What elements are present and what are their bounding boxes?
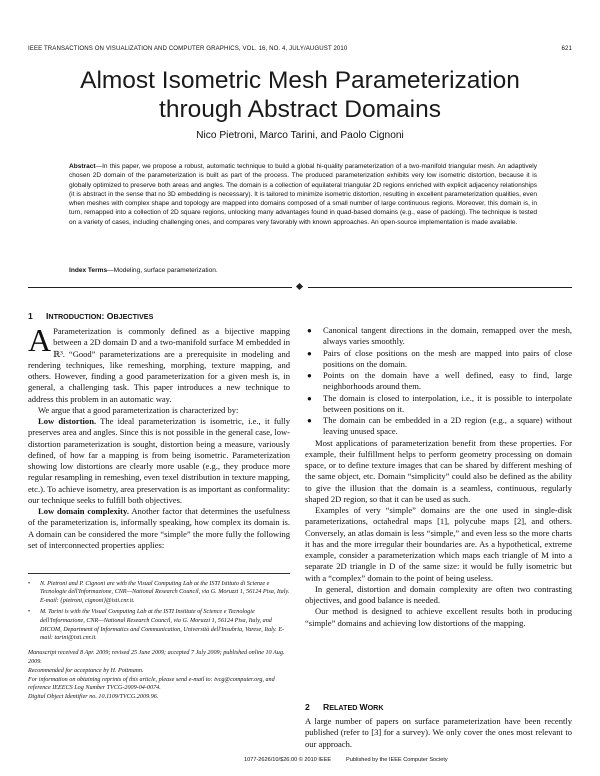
paragraph-related-work: A large number of papers on surface parameterization have been recently published (refer to [3] for a survey). We only cover the ones most relevant to our approach.	[305, 716, 572, 749]
list-item	[305, 370, 572, 393]
bullet-icon: ●	[307, 416, 312, 425]
left-column	[28, 322, 290, 551]
index-terms	[69, 267, 537, 274]
section-1-title-part-2: BJECTIVES	[113, 312, 154, 321]
paragraph-intro	[28, 322, 290, 405]
paragraph-low-distortion	[28, 416, 290, 506]
bullet-icon: ●	[307, 393, 312, 403]
section-1-title-initial-2: O	[106, 311, 114, 321]
index-terms-label: Index Terms	[69, 267, 108, 274]
title-line-2: through Abstract Domains	[159, 96, 441, 123]
paragraph-low-complexity	[28, 506, 290, 551]
low-distortion-label: Low distortion.	[38, 416, 97, 426]
abstract	[69, 162, 537, 227]
manuscript-dates: Manuscript received 8 Apr. 2009; revised 25 June 2009; accepted 7 July 2009; published online 10 Aug. 2009.	[28, 650, 285, 665]
section-2-title-part-2: ORK	[367, 703, 384, 712]
list-item	[305, 325, 572, 348]
paper-title	[28, 66, 572, 124]
section-2-heading	[305, 702, 384, 712]
list-item	[305, 415, 572, 438]
section-2-title-part-1: ELATED	[329, 703, 360, 712]
section-2-text	[305, 716, 572, 750]
footnote-affiliation-1-text: N. Pietroni and P. Cignoni are with the Visual Computing Lab at the ISTI Istituto di Scienze e Tecnologie dell'Informazione, CNR—National Research Council, via G. Moruzzi 1, 56124 Pisa, Italy. E-mail: {pietroni, cignoni}@isti.cnr.it.	[40, 580, 290, 605]
bullet-icon: •	[28, 580, 31, 587]
footnote-affiliation-2	[28, 608, 290, 643]
footnote-affiliation-2-text: M. Tarini is with the Visual Computing Lab at the ISTI Institute of Science e Tecnologie dell'Informazione, CNR—National Research Council, via G. Moruzzi 1, 56124 Pisa, Italy, and DICOM, Department of Informatics and Communication, Università dell'Insubria, Varese, Italy. E-mail: tarini@isti.cnr.it.	[40, 608, 285, 642]
low-complexity-text: Another factor that determines the usefulness of the parameterization is, informally speaking, how complex its domain is. A domain can be considered the more “simple” the more fully the following set of interconnected properties applies:	[28, 506, 290, 550]
bullet-icon: •	[28, 608, 31, 615]
reprints-info: For information on obtaining reprints of this article, please send e-mail to: tvcg@computer.org, and reference IEEECS Log Number TVCG-2009-04-0074.	[28, 676, 275, 692]
section-1-title-part-1: NTRODUCTION	[48, 312, 102, 321]
title-line-1: Almost Isometric Mesh Parameterization	[80, 67, 520, 94]
journal-info: IEEE TRANSACTIONS ON VISUALIZATION AND COMPUTER GRAPHICS, VOL. 16, NO. 4, JULY/AUGUST 2010	[28, 45, 348, 52]
paragraph-examples: Examples of very “simple” domains are the one used in single-disk parameterizations, octahedral maps [1], polycube maps [2], and others. Conversely, an atlas domain is less “simple,” and even less so the more charts it has and the more irregular their boundaries are. As a hypothetical, extreme example, consider a parameterization which maps each triangle of M into a separate 2D triangle in D of the same size: it would be fully isometric but with a “complex” domain to the point of being useless.	[305, 505, 572, 583]
publisher: Published by the IEEE Computer Society	[346, 757, 448, 763]
section-2-number: 2	[305, 702, 310, 712]
paragraph-applications: Most applications of parameterization benefit from these properties. For example, their fulfillment helps to perform geometry processing on domain space, or to define texture images that can be shared by different meshing of the same object, etc. Domain “simplicity” could also be defined as the ability to give the illusion that the domain is a seamless, continuous, regularly shaped 2D region, so that it can be used as such.	[305, 437, 572, 504]
drop-cap: A	[28, 322, 52, 358]
section-2-title-initial-2: W	[359, 702, 368, 712]
abstract-text: —In this paper, we propose a robust, automatic technique to build a global hi-quality parameterization of a two-manifold triangular mesh. An adaptively chosen 2D domain of the parameterization is built as part of the process. The produced parameterization exhibits very low isometric distortion, because it is globally optimized to preserve both areas and angles. The domain is a collection of equilateral triangular 2D regions enriched with explicit adjacency relationships (it is abstract in the sense that no 3D embedding is necessary). It is tailored to minimize isometric distortion, resulting in excellent parameterization qualities, even when meshes with complex shape and topology are mapped into domains composed of a small number of large continuous regions. Moreover, this domain is, in turn, remapped into a collection of 2D square regions, unlocking many advantages found in quad-based domains (e.g., ease of packing). The technique is tested on a variety of cases, including challenging ones, and compares very favorably with known approaches. An open-source implementation is made available.	[69, 163, 537, 226]
doi: Digital Object Identifier no. 10.1109/TVCG.2009.96.	[28, 694, 159, 701]
section-2-title-initial: R	[323, 702, 330, 712]
properties-list	[305, 325, 572, 438]
low-distortion-text: The ideal parameterization is isometric, i.e., it fully preserves area and angles. Since this is not possible in the general case, low-distortion parameterization is sought, distortion being a measure, variously defined, of how far a mapping is from being isometric. Parameterization showing low distortions are clearly more usable (e.g., they produce more regular resampling in remeshing, even texel distribution in texture mapping, etc.). To achieve isometry, area preservation is as important as conformality: our technique seeks to fulfill both objectives.	[28, 416, 290, 505]
separator-line-right	[308, 287, 572, 288]
section-1-title-colon: :	[101, 311, 107, 321]
right-column	[305, 325, 572, 629]
paragraph-intro-text: Parameterization is commonly defined as a bijective mapping between a 2D domain D and a two-manifold surface M embedded in ℝ³. “Good” parameterizations are a prerequisite in modeling and rendering techniques, like remeshing, morphing, texture mapping, and others. However, finding a good parameterization for a given mesh is, in general, a challenging task. This paper introduces a new technique to address this problem in an automatic way.	[28, 326, 290, 404]
paragraph-balance: In general, distortion and domain complexity are often two contrasting objectives, and good balance is needed.	[305, 583, 572, 605]
list-item-text: Canonical tangent directions in the domain, remapped over the mesh, always varies smoothly.	[323, 325, 572, 347]
index-terms-text: —Modeling, surface parameterization.	[107, 267, 218, 274]
bullet-icon: ●	[307, 371, 312, 380]
abstract-label: Abstract	[69, 163, 96, 170]
list-item-text: Pairs of close positions on the mesh are mapped into pairs of close positions on the domain.	[323, 347, 572, 369]
list-item-text: The domain can be embedded in a 2D region (e.g., a square) without leaving unused space.	[323, 415, 572, 437]
running-header	[28, 45, 572, 52]
separator-diamond-icon	[296, 283, 303, 290]
list-item-text: The domain is closed to interpolation, i.e., it is possible to interpolate between positions on it.	[323, 392, 572, 414]
footnote-rule	[28, 573, 290, 574]
section-1-heading	[28, 311, 153, 321]
footnote-affiliation-1	[28, 580, 290, 606]
separator-line-left	[28, 287, 292, 288]
section-1-title-initial: I	[46, 311, 49, 321]
paragraph-argue: We argue that a good parameterization is characterized by:	[38, 404, 239, 415]
bullet-icon: ●	[307, 326, 312, 335]
list-item	[305, 348, 572, 371]
paragraph-method: Our method is designed to achieve excellent results both in producing “simple” domains and achieving low distortions of the mapping.	[305, 606, 572, 628]
footnotes	[28, 573, 290, 702]
low-complexity-label: Low domain complexity.	[38, 506, 129, 516]
bullet-icon: ●	[307, 348, 312, 358]
section-separator	[28, 283, 572, 293]
issn: 1077-2626/10/$26.00 © 2010 IEEE	[244, 757, 332, 763]
section-1-number: 1	[28, 311, 33, 321]
authors: Nico Pietroni, Marco Tarini, and Paolo Cignoni	[196, 130, 404, 141]
list-item-text: Points on the domain have a well defined, easy to find, large neighborhoods around them.	[323, 370, 572, 392]
recommended-by: Recommended for acceptance by H. Pottmann.	[28, 667, 144, 674]
list-item	[305, 393, 572, 416]
page-number: 621	[561, 45, 572, 52]
